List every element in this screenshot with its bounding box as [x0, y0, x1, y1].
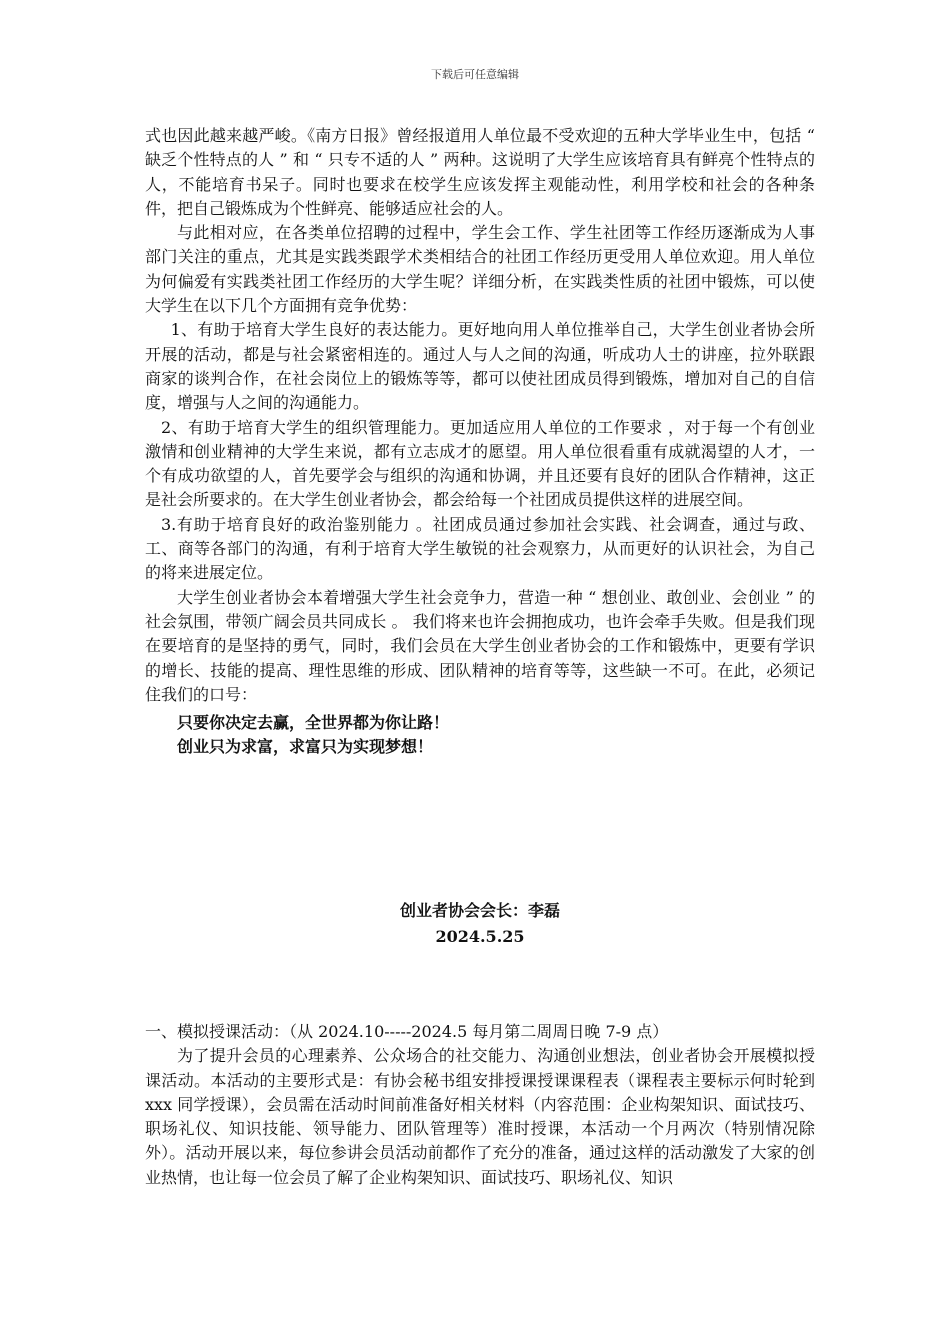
section-heading: 一、模拟授课活动：（从 2024.10-----2024.5 每月第二周周日晚 7-9 点） [145, 1022, 669, 1041]
signature-name: 创业者协会会长：李磊 [399, 901, 560, 920]
slogan-2: 创业只为求富，求富只为实现梦想！ [177, 737, 434, 757]
paragraph-association: 大学生创业者协会本着增强大学生社会竞争力，营造一种 “ 想创业、敢创业、会创业 ” 的社会氛围，带领广阔会员共同成长 。 我们将来也许会拥抱成功，也许会牵手失败。但是我们现在要培育的是坚持的勇气，同时，我们会员在大学生创业者协会的工作和锻炼中，更要有学识的增长、技能的提高、理性思维的形成、团队精神的培育等等，这些缺一不可。在此，必须记住我们的口号： [145, 587, 815, 704]
paragraph-intro: 式也因此越来越严峻。《南方日报》曾经报道用人单位最不受欢迎的五种大学毕业生中，包括 “ 缺乏个性特点的人 ” 和 “ 只专不适的人 ” 两种。这说明了大学生应该培育具有鲜亮个性特点的人，不能培育书呆子。同时也要求在校学生应该发挥主观能动性，利用学校和社会的各种条件，把自己锻炼成为个性鲜亮、能够适应社会的人。 [145, 126, 815, 218]
page-header: 下载后可任意编辑 [431, 68, 519, 81]
section-paragraph: 为了提升会员的心理素养、公众场合的社交能力、沟通创业想法，创业者协会开展模拟授课活动。本活动的主要形式是：有协会秘书组安排授课授课课程表（课程表主要标示何时轮到 xxx 同学授课），会员需在活动时间前准备好相关材料（内容范围：企业构架知识、面试技巧、职场礼仪、知识技能、领导能力、团队管理等）准时授课，本活动一个月两次（特别情况除外）。活动开展以来，每位参讲会员活动前都作了充分的准备，通过这样的活动激发了大家的创业热情，也让每一位会员了解了企业构架知识、面试技巧、职场礼仪、知识 [145, 1046, 815, 1187]
section-mock-teaching [145, 1020, 815, 1190]
signature-block [145, 898, 815, 950]
slogan-1: 只要你决定去赢，全世界都为你让路！ [177, 713, 450, 733]
paragraph-point-2: 2、有助于培育大学生的组织管理能力。更加适应用人单位的工作要求 ，对于每一个有创业激情和创业精神的大学生来说，都有立志成才的愿望。用人单位很看重有成就渴望的人才，一个有成功欲望的人，首先要学会与组织的沟通和协调，并且还要有良好的团队合作精神，这正是社会所要求的。在大学生创业者协会，都会给每一个社团成员提供这样的进展空间。 [145, 417, 815, 510]
paragraph-point-1: 1、有助于培育大学生良好的表达能力。更好地向用人单位推举自己，大学生创业者协会所开展的活动，都是与社会紧密相连的。通过人与人之间的沟通，听成功人士的讲座，拉外联跟商家的谈判合作，在社会岗位上的锻炼等等，都可以使社团成员得到锻炼，增加对自己的自信度，增强与人之间的沟通能力。 [145, 320, 815, 413]
paragraph-point-3: 3.有助于培育良好的政治鉴别能力 。社团成员通过参加社会实践、社会调查，通过与政、工、商等各部门的沟通，有利于培育大学生敏锐的社会观察力，从而更好的认识社会，为自己的将来进展定位。 [145, 514, 815, 583]
body-text [145, 124, 815, 760]
paragraph-recruitment: 与此相对应，在各类单位招聘的过程中，学生会工作、学生社团等工作经历逐渐成为人事部门关注的重点，尤其是实践类跟学术类相结合的社团工作经历更受用人单位欢迎。用人单位为何偏爱有实践类社团工作经历的大学生呢？详细分析，在实践类性质的社团中锻炼，可以使大学生在以下几个方面拥有竞争优势： [145, 223, 815, 316]
signature-date: 2024.5.25 [435, 927, 525, 946]
